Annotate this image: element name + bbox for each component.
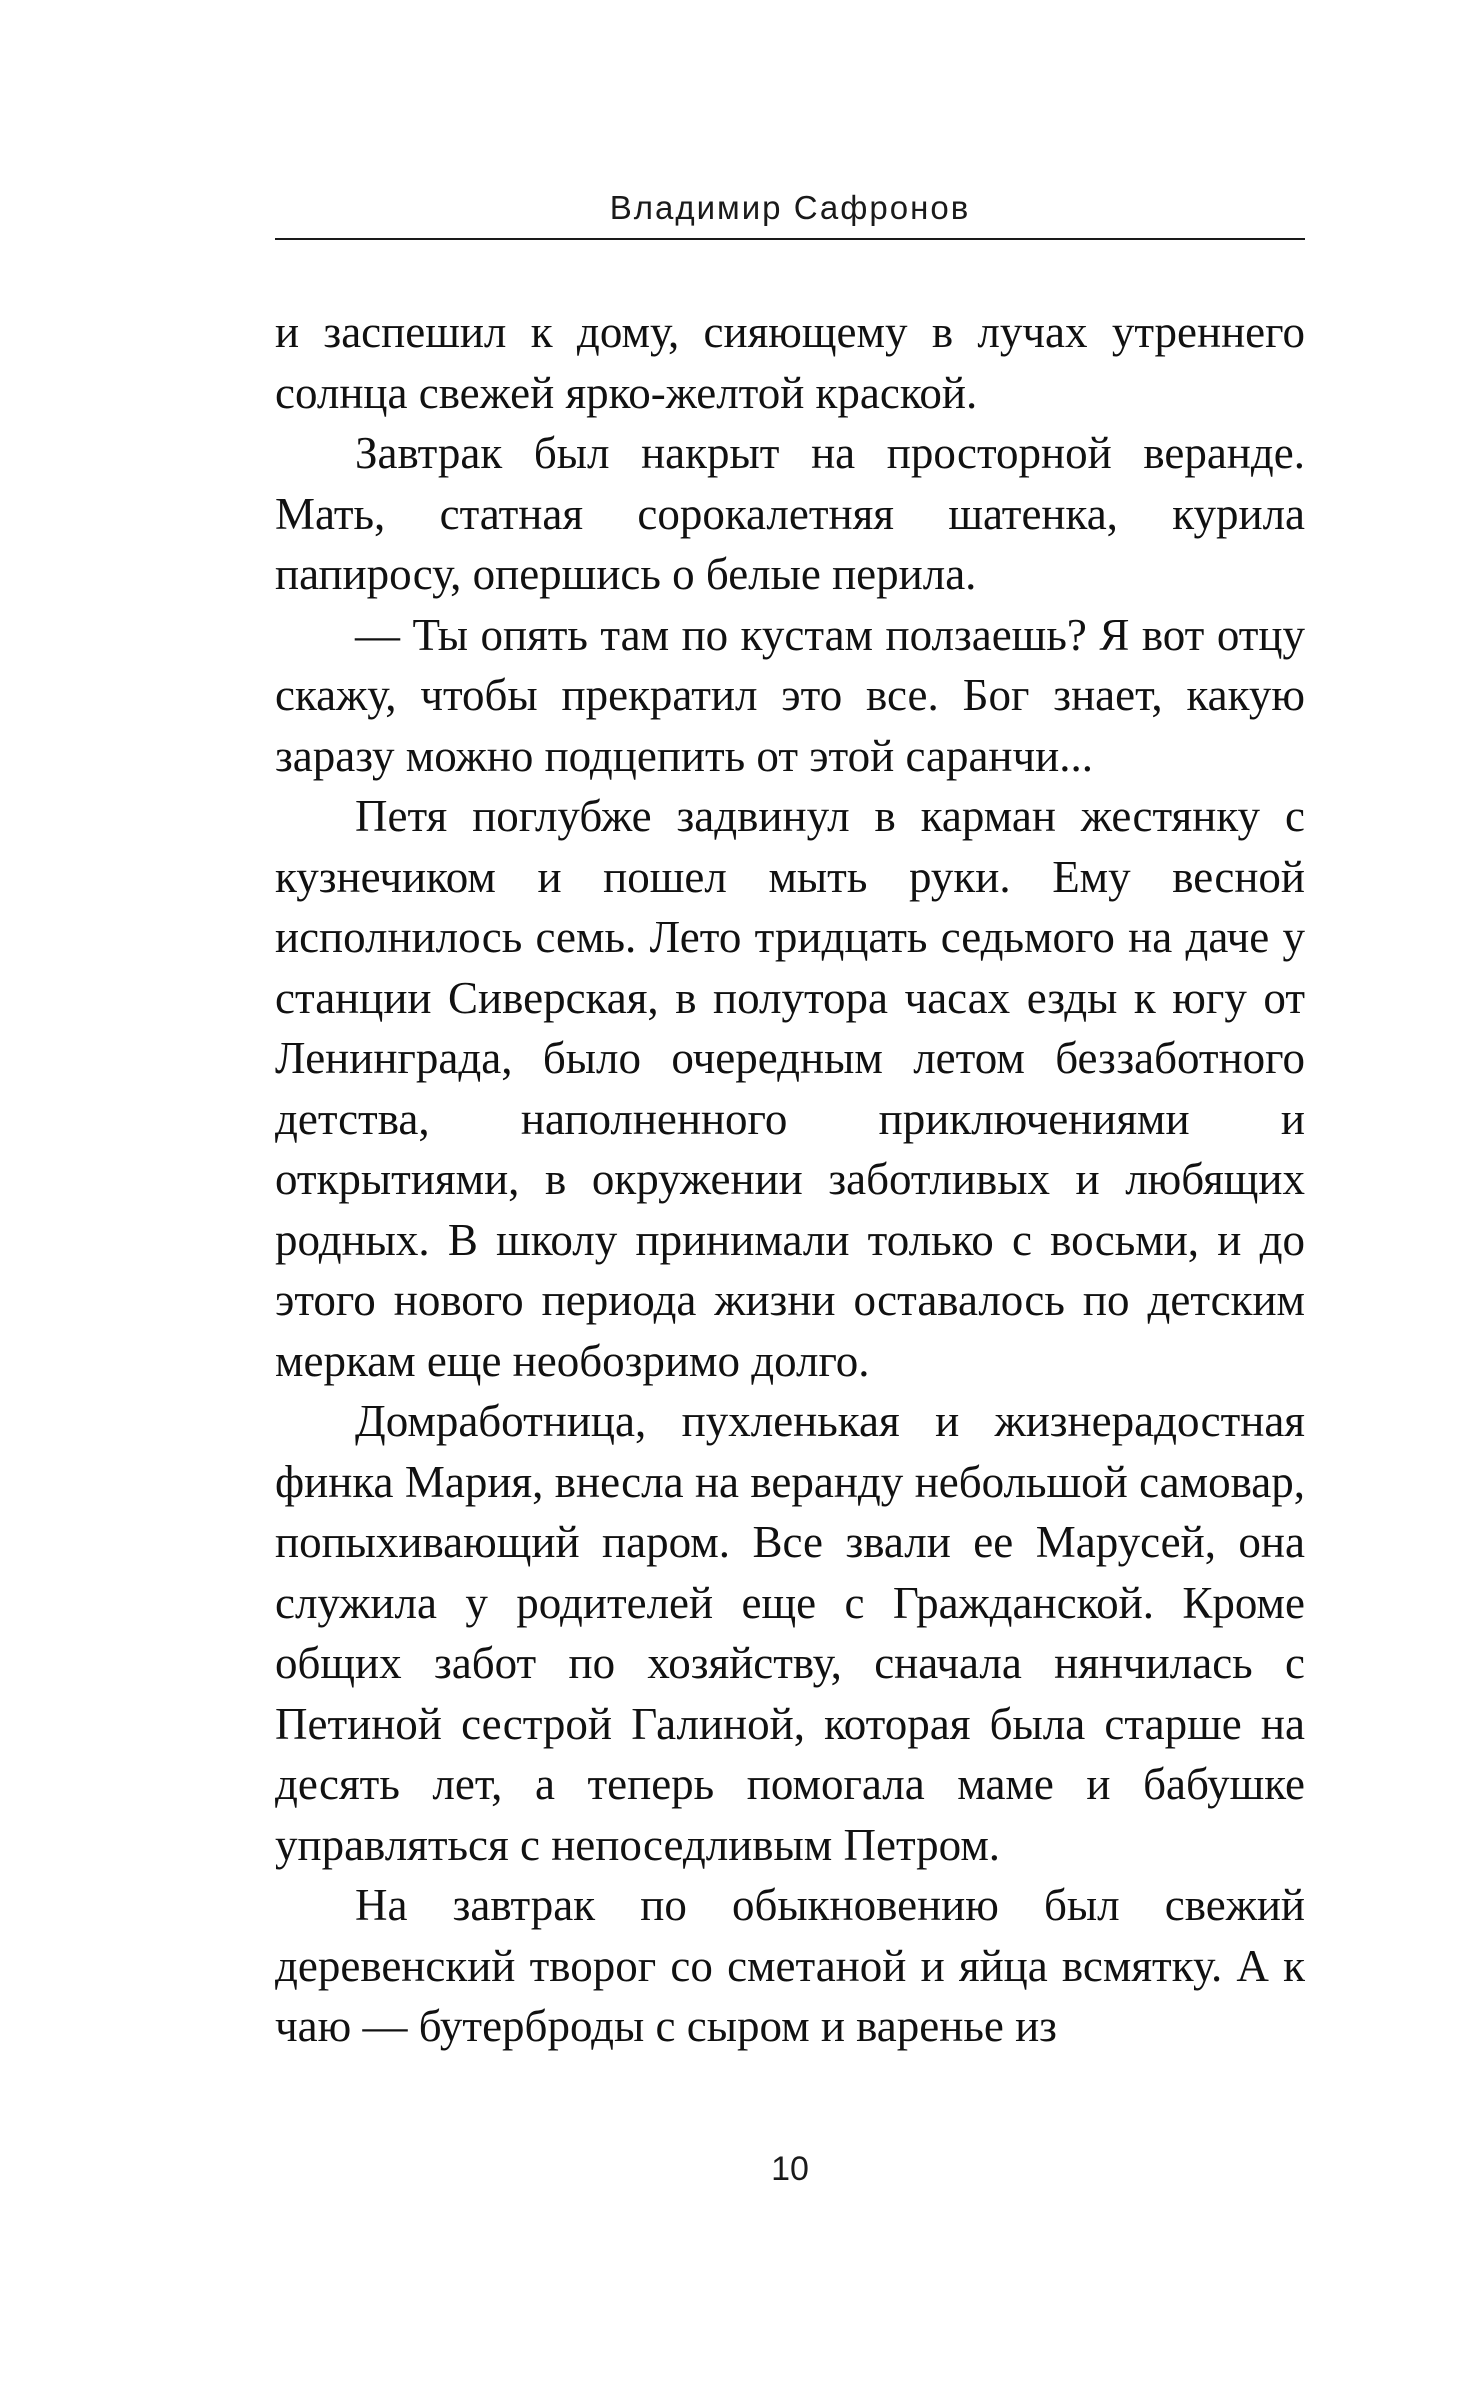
paragraph-breakfast-veranda: Завтрак был накрыт на просторной веранде. Мать, статная сорокалетняя шатенка, курила папиросу, опершись о белые перила.: [275, 428, 1305, 599]
paragraph-petya-summer: Петя поглубже задвинул в карман жестянку с кузнечиком и пошел мыть руки. Ему весной исполнилось семь. Лето тридцать седьмого на даче у станции Сиверская, в полутора часах езды к югу от Ленинграда, было очередным летом беззаботного детства, наполненного приключениями и открытиями, в окружении заботливых и любящих родных. В школу принимали только с восьми, и до этого нового периода жизни оставалось по детским меркам еще необозримо долго.: [275, 791, 1305, 1386]
paragraph-housekeeper-maria: Домработница, пухленькая и жизнерадостная финка Мария, внесла на веранду небольшой самовар, попыхивающий паром. Все звали ее Марусей, она служила у родителей еще с Гражданской. Кроме общих забот по хозяйству, сначала нянчилась с Петиной сестрой Галиной, которая была старше на десять лет, а теперь помогала маме и бабушке управляться с непоседливым Петром.: [275, 1396, 1305, 1870]
header-divider: [275, 238, 1305, 240]
paragraph-breakfast-menu: На завтрак по обыкновению был свежий деревенский творог со сметаной и яйца всмятку. А к чаю — бутерброды с сыром и варенье из: [275, 1880, 1305, 2051]
page-number: 10: [771, 2150, 809, 2188]
paragraph-continuation: и заспешил к дому, сияющему в лучах утреннего солнца свежей ярко-желтой краской.: [275, 307, 1305, 418]
page-body-text: [275, 302, 1305, 2057]
paragraph-mother-dialogue: — Ты опять там по кустам ползаешь? Я вот отцу скажу, чтобы прекратил это все. Бог знает, какую заразу можно подцепить от этой саранчи...: [275, 609, 1305, 781]
running-head-author: Владимир Сафронов: [609, 189, 971, 226]
